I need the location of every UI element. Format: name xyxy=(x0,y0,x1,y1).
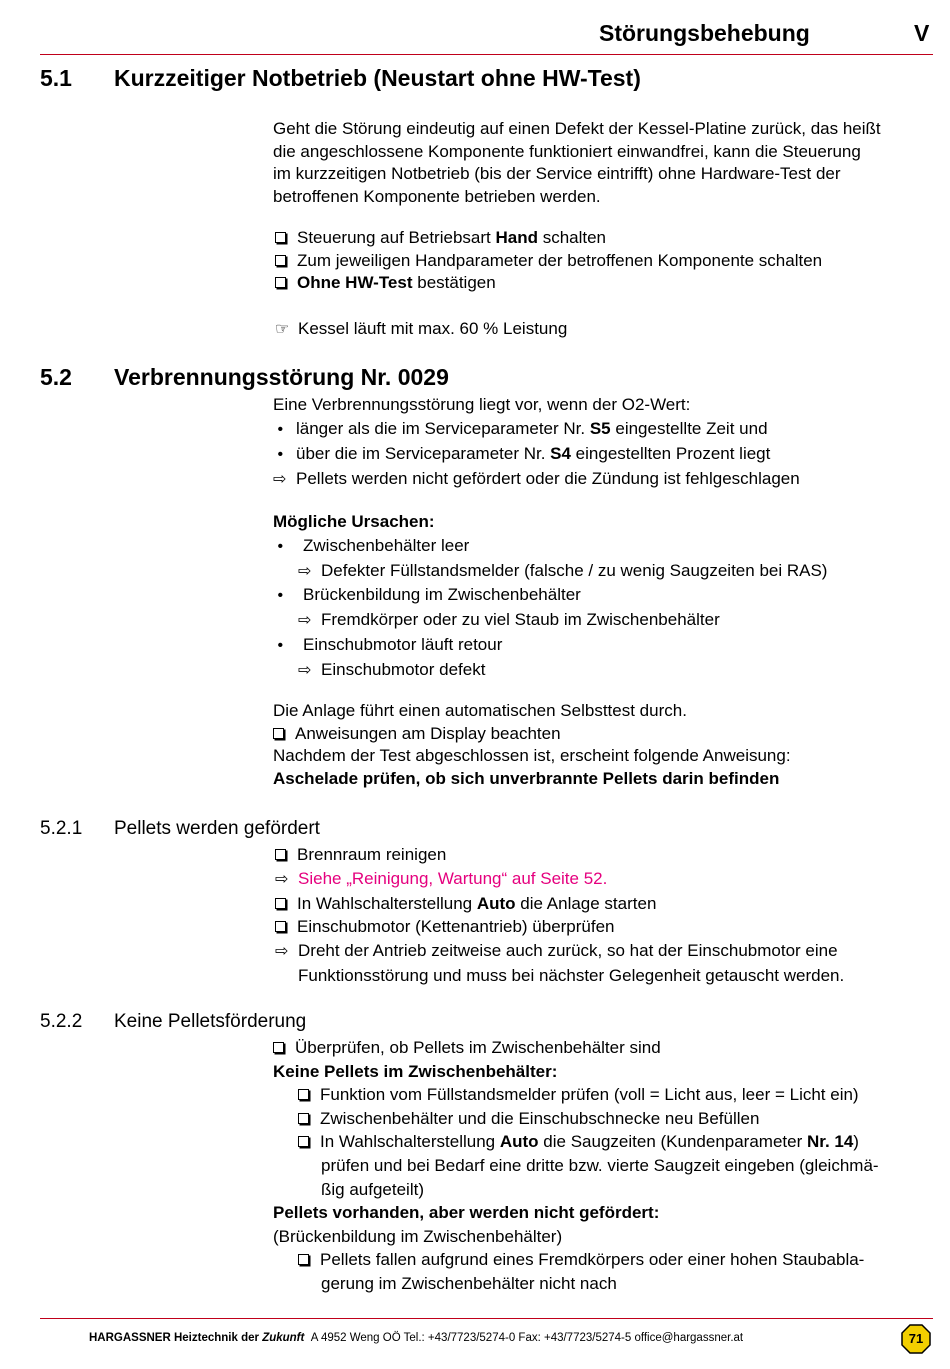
cause-result: ⇨ Einschubmotor defekt xyxy=(273,658,827,683)
checkbox-icon xyxy=(275,921,286,932)
checkbox-icon xyxy=(275,849,286,860)
step-item: Zwischenbehälter und die Einschubschnecke neu Befüllen xyxy=(273,1107,879,1131)
cause-item: • Brückenbildung im Zwischenbehälter xyxy=(273,583,827,608)
text-line: Geht die Störung eindeutig auf einen Defekt der Kessel-Platine zurück, das heißt xyxy=(273,119,881,138)
text-line: Funktionsstörung und muss bei nächster Gelegenheit getauscht werden. xyxy=(298,965,845,985)
arrow-icon: ⇨ xyxy=(298,562,312,580)
result-line: ☞ Kessel läuft mit max. 60 % Leistung xyxy=(275,318,567,342)
instruction-text: Aschelade prüfen, ob sich unverbrannte Pellets darin befinden xyxy=(273,768,780,788)
bullet-item: • länger als die im Serviceparameter Nr. S5 eingestellte Zeit und xyxy=(273,417,800,442)
step-item: Brennraum reinigen xyxy=(275,843,844,867)
checkbox-icon xyxy=(298,1113,309,1124)
section-number: 5.2.1 xyxy=(40,818,83,839)
chapter-number: V xyxy=(914,20,930,46)
arrow-icon: ⇨ xyxy=(273,471,287,488)
checkbox-icon xyxy=(298,1089,309,1100)
footer-divider xyxy=(40,1318,933,1319)
subheading: Pellets vorhanden, aber werden nicht gefördert: xyxy=(273,1203,660,1223)
cause-result: ⇨ Defekter Füllstandsmelder (falsche / zu wenig Saugzeiten bei RAS) xyxy=(273,559,827,584)
causes-title: Mögliche Ursachen: xyxy=(273,512,435,531)
header-title: Störungsbehebung xyxy=(599,20,810,46)
footer-contact: A 4952 Weng OÖ Tel.: +43/7723/5274-0 Fax: +43/7723/5274-5 office@hargassner.at xyxy=(310,1332,744,1344)
text-line: (Brückenbildung im Zwischenbehälter) xyxy=(273,1226,563,1246)
footer xyxy=(89,1332,743,1344)
step-item: Ohne HW-Test bestätigen xyxy=(275,272,822,295)
subheading: Keine Pellets im Zwischenbehälter: xyxy=(273,1061,558,1081)
step-item: In Wahlschalterstellung Auto die Saugzeiten (Kundenparameter Nr. 14) xyxy=(273,1130,879,1154)
bullet-icon: • xyxy=(273,446,284,463)
text-line: Die Anlage führt einen automatischen Selbsttest durch. xyxy=(273,701,687,720)
text-line: Nachdem der Test abgeschlossen ist, erscheint folgende Anweisung: xyxy=(273,746,791,765)
bullet-icon: • xyxy=(273,537,284,555)
consequence-item: ⇨ Pellets werden nicht gefördert oder die Zündung ist fehlgeschlagen xyxy=(273,467,800,492)
checkbox-icon xyxy=(298,1136,309,1147)
step-item: Anweisungen am Display beachten xyxy=(273,723,791,746)
cause-item: • Zwischenbehälter leer xyxy=(273,534,827,559)
arrow-icon: ⇨ xyxy=(298,661,312,679)
bullet-icon: • xyxy=(273,421,284,438)
arrow-right-icon: ⇨ xyxy=(275,870,289,888)
causes-block xyxy=(273,510,827,683)
step-item: Einschubmotor (Kettenantrieb) überprüfen xyxy=(275,915,844,939)
text-line: prüfen und bei Bedarf eine dritte bzw. vierte Saugzeit eingeben (gleichmä- xyxy=(321,1155,879,1175)
text-line: ßig aufgeteilt) xyxy=(321,1179,424,1199)
step-item: Steuerung auf Betriebsart Hand schalten xyxy=(275,227,822,250)
cause-item: • Einschubmotor läuft retour xyxy=(273,633,827,658)
section-title: Kurzzeitiger Notbetrieb (Neustart ohne HW-Test) xyxy=(114,65,641,91)
bullet-item: • über die im Serviceparameter Nr. S4 eingestellten Prozent liegt xyxy=(273,442,800,467)
header-divider xyxy=(40,54,933,55)
step-list xyxy=(275,227,822,295)
checkbox-icon xyxy=(275,255,286,266)
section-title: Keine Pelletsförderung xyxy=(114,1011,307,1032)
step-list xyxy=(273,1036,879,1296)
footer-brand-italic: Zukunft xyxy=(262,1332,305,1344)
section-number: 5.1 xyxy=(40,65,72,91)
footer-brand: HARGASSNER Heiztechnik der xyxy=(89,1332,263,1344)
checkbox-icon xyxy=(273,1042,284,1053)
checkbox-icon xyxy=(275,277,286,288)
step-item: Funktion vom Füllstandsmelder prüfen (voll = Licht aus, leer = Licht ein) xyxy=(273,1083,879,1107)
text-line: im kurzzeitigen Notbetrieb (bis der Service eintrifft) ohne Hardware-Test der xyxy=(273,164,841,183)
checkbox-icon xyxy=(273,728,284,739)
arrow-icon: ⇨ xyxy=(298,612,312,630)
selftest-block xyxy=(273,700,791,790)
paragraph xyxy=(273,118,881,208)
bullet-icon: • xyxy=(273,636,284,654)
arrow-icon: ⇨ xyxy=(275,943,289,961)
section-title: Verbrennungsstörung Nr. 0029 xyxy=(114,364,449,390)
text-line: Eine Verbrennungsstörung liegt vor, wenn der O2-Wert: xyxy=(273,395,691,414)
section-number: 5.2.2 xyxy=(40,1011,83,1032)
section-number: 5.2 xyxy=(40,364,72,390)
checkbox-icon xyxy=(275,232,286,243)
step-item: In Wahlschalterstellung Auto die Anlage starten xyxy=(275,892,844,916)
link-item[interactable] xyxy=(275,867,844,892)
page-number: 71 xyxy=(908,1331,924,1346)
cause-result: ⇨ Fremdkörper oder zu viel Staub im Zwischenbehälter xyxy=(273,608,827,633)
text-line: die angeschlossene Komponente funktioniert einwandfrei, kann die Steuerung xyxy=(273,141,861,161)
checkbox-icon xyxy=(275,898,286,909)
page-number-badge xyxy=(901,1324,931,1354)
checkbox-icon xyxy=(298,1254,309,1265)
result-item: ⇨ Dreht der Antrieb zeitweise auch zurück, so hat der Einschubmotor eine xyxy=(275,939,844,964)
text-line: betroffenen Komponente betrieben werden. xyxy=(273,186,601,206)
step-item: Pellets fallen aufgrund eines Fremdkörpers oder einer hohen Staubabla- xyxy=(273,1248,879,1272)
section-title: Pellets werden gefördert xyxy=(114,818,320,839)
pointing-hand-icon: ☞ xyxy=(275,321,290,338)
bullet-icon: • xyxy=(273,587,284,605)
step-item: Überprüfen, ob Pellets im Zwischenbehälter sind xyxy=(273,1036,879,1060)
cross-reference-link[interactable]: Siehe „Reinigung, Wartung“ auf Seite 52. xyxy=(298,868,608,888)
paragraph xyxy=(273,393,800,492)
step-item: Zum jeweiligen Handparameter der betroffenen Komponente schalten xyxy=(275,250,822,273)
step-list xyxy=(275,843,844,988)
text-line: gerung im Zwischenbehälter nicht nach xyxy=(321,1273,617,1293)
